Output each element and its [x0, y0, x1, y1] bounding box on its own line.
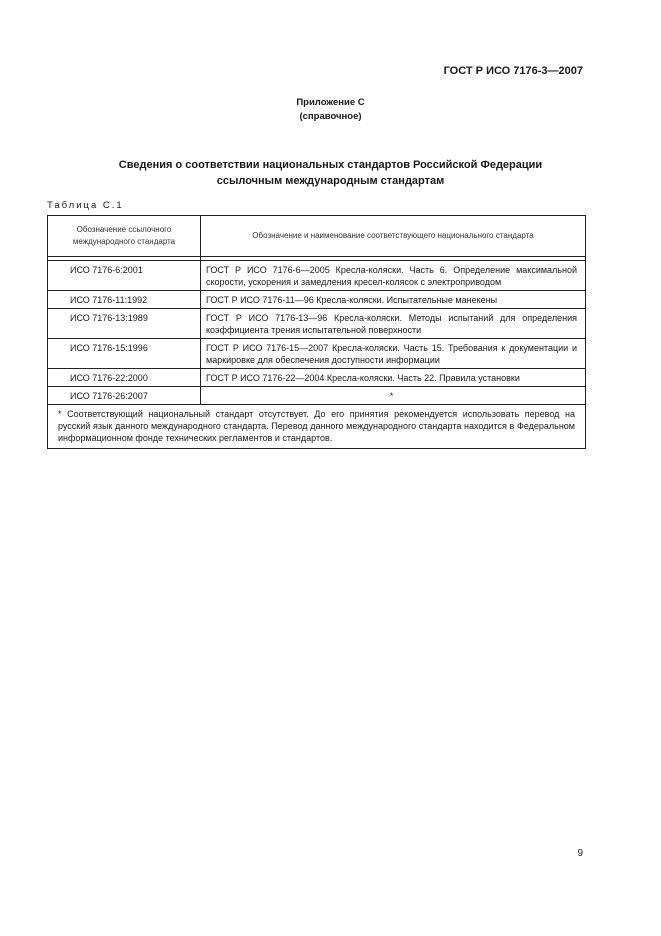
table-row [48, 339, 586, 369]
intl-standard-cell: ИСО 7176-13:1989 [48, 309, 201, 339]
table-footnote-row [48, 405, 586, 449]
annex-title: Приложение С [296, 97, 365, 108]
table-row [48, 261, 586, 291]
intl-standard-cell: ИСО 7176-26:2007 [48, 387, 201, 405]
page-number: 9 [577, 848, 583, 859]
table-row [48, 369, 586, 387]
header-intl-line2: международного стандарта [72, 237, 176, 246]
table-row [48, 387, 586, 405]
document-title-line2: ссылочным международным стандартам [216, 175, 445, 187]
national-standard-cell: ГОСТ Р ИСО 7176-11—96 Кресла-коляски. Испытательные манекены [201, 291, 586, 309]
document-title [0, 157, 661, 189]
intl-standard-cell: ИСО 7176-22:2000 [48, 369, 201, 387]
national-standard-cell: ГОСТ Р ИСО 7176-22—2004 Кресла-коляски. Часть 22. Правила установки [201, 369, 586, 387]
national-standard-cell: ГОСТ Р ИСО 7176-13—96 Кресла-коляски. Методы испытаний для определения коэффициента трения испытательной поверхности [201, 309, 586, 339]
national-standard-cell: ГОСТ Р ИСО 7176-15—2007 Кресла-коляски. Часть 15. Требования к документации и маркировке для обеспечения доступности информации [201, 339, 586, 369]
intl-standard-cell: ИСО 7176-6:2001 [48, 261, 201, 291]
table-header-row [48, 216, 586, 257]
intl-standard-cell: ИСО 7176-15:1996 [48, 339, 201, 369]
annex-heading [0, 96, 661, 124]
annex-subtitle: (справочное) [299, 111, 362, 122]
header-national-standard: Обозначение и наименование соответствующего национального стандарта [201, 216, 586, 257]
table-label: Таблица С.1 [47, 200, 124, 211]
document-code-header: ГОСТ Р ИСО 7176-3—2007 [443, 65, 583, 77]
table-row [48, 291, 586, 309]
intl-standard-cell: ИСО 7176-11:1992 [48, 291, 201, 309]
standards-correspondence-table [47, 215, 586, 449]
document-title-line1: Сведения о соответствии национальных стандартов Российской Федерации [118, 159, 543, 171]
national-standard-cell: * [201, 387, 586, 405]
table-row [48, 309, 586, 339]
header-intl-line1: Обозначение ссылочного [76, 225, 172, 234]
national-standard-cell: ГОСТ Р ИСО 7176-6—2005 Кресла-коляски. Часть 6. Определение максимальной скорости, ускорения и замедления кресел-колясок с электроприводом [201, 261, 586, 291]
table-footnote: * Соответствующий национальный стандарт отсутствует. До его принятия рекомендуется использовать перевод на русский язык данного международного стандарта. Перевод данного международного стандарта находится в Федеральном информационном фонде технических регламентов и стандартов. [48, 405, 586, 449]
header-intl-standard [48, 216, 201, 257]
